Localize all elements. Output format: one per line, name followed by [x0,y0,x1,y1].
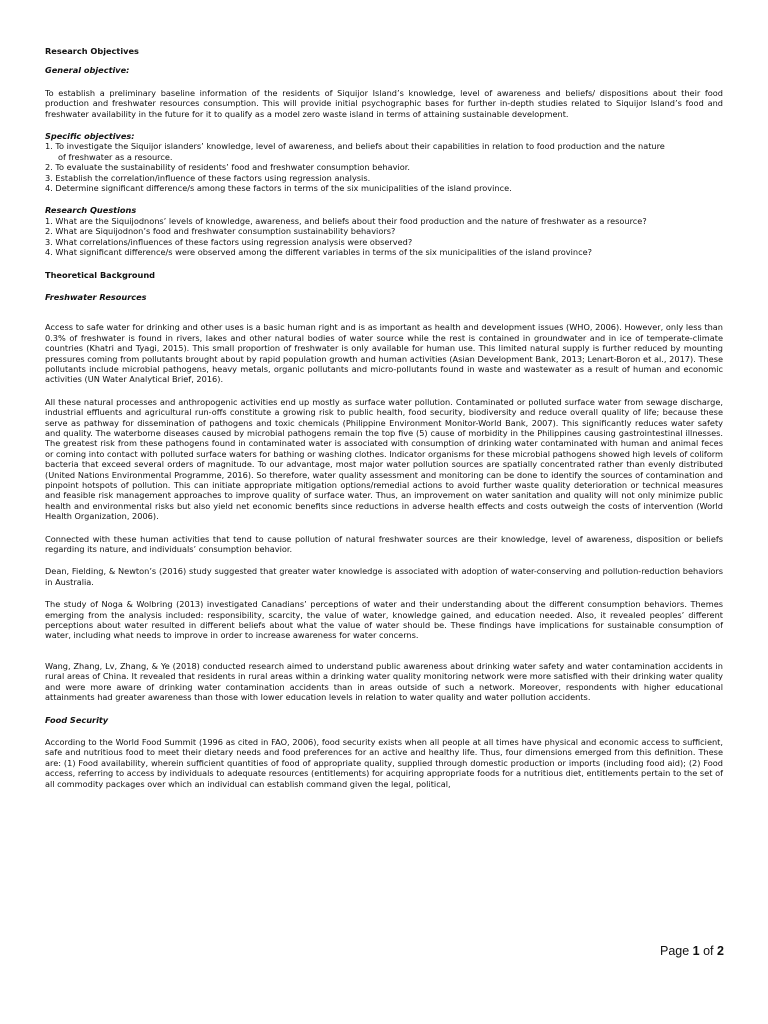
specific-objective-item: 2. To evaluate the sustainability of residents’ food and freshwater consumption behavior. [45,162,410,173]
specific-objective-item: 3. Establish the correlation/influence of these factors using regression analysis. [45,172,371,183]
research-question-item: 4. What significant difference/s were observed among the different variables in terms of the six municipalities of the island province? [45,247,592,258]
page-middle: of [699,944,717,958]
body-paragraph: All these natural processes and anthropogenic activities end up mostly as surface water pollution. Contaminated or polluted surface water from sewage discharge, industrial effluents and agricultural run-offs constitute a growing risk to public health, food security, biodiversity and reduce overall quality of life; because these serve as pathway for dissemination of pathogens and toxic chemicals (Philippine Environment Monitor-World Bank, 2007). This significantly reduces water safety and quality. The waterborne diseases caused by microbial pathogens remain the top five (5) cause of morbidity in the Philippines causing gastrointestinal illnesses. The greatest risk from these pathogens found in contaminated water is associated with consumption of drinking water contaminated with human and animal feces or coming into contact with polluted surface waters for bathing or washing clothes. Indicator organisms for these microbial pathogens showed high levels of coliform bacteria that exceed several orders of magnitude. To our advantage, most major water pollution sources are spatially concentrated rather than evenly distributed (United Nations Environmental Programme, 2016). So therefore, water quality assessment and monitoring can be done to identify the sources of contamination and pinpoint hotspots of pollution. This can initiate appropriate mitigation options/remedial actions to avoid further waste quality deterioration or technical measures and feasible risk management approaches to improve quality of surface water. Thus, an improvement on water sanitation and quality will not only minimize public health and environmental risks but also yield net economic benefits since reductions in adverse health effects and costs outweigh the costs of intervention (World Health Organization, 2006). [45,396,723,522]
body-paragraph: According to the World Food Summit (1996 as cited in FAO, 2006), food security exists when all people at all times have physical and economic access to sufficient, safe and nutritious food to meet their dietary needs and food preferences for an active and healthy life. Thus, four dimensions emerged from this definition. These are: (1) Food availability, wherein sufficient quantities of food of appropriate quality, supplied through domestic production or imports (including food aid); (2) Food access, referring to access by individuals to adequate resources (entitlements) for acquiring appropriate foods for a nutritious diet, entitlements pertain to the set of all commodity packages over which an individual can establish command given the legal, political, [45,736,723,789]
page-total: 2 [717,944,724,958]
page-number-footer [660,944,724,958]
general-objective-label: General objective: [45,65,130,76]
document-page [45,46,723,789]
page-current: 1 [692,944,700,958]
body-paragraph: The study of Noga & Wolbring (2013) investigated Canadians’ perceptions of water and their understanding about the different consumption behaviors. Themes emerging from the analysis included: responsibility, scarcity, the value of water, knowledge gained, and education needed. Also, it revealed peoples’ different perceptions about water resulted in different beliefs about what the value of water should be. These findings have implications for sustainable consumption of water, including what needs to improve in order to increase awareness for water concerns. [45,599,723,641]
specific-objective-item: 4. Determine significant difference/s among these factors in terms of the six municipalities of the island province. [45,183,512,194]
body-paragraph: Connected with these human activities that tend to cause pollution of natural freshwater sources are their knowledge, level of awareness, disposition or beliefs regarding its nature, and individuals’ consumption behavior. [45,533,723,555]
specific-objective-item: of freshwater as a resource. [58,151,173,162]
specific-objective-item: 1. To investigate the Siquijor islanders’ knowledge, level of awareness, and beliefs about their capabilities in relation to food production and the nature [45,141,665,152]
body-paragraph: Wang, Zhang, Lv, Zhang, & Ye (2018) conducted research aimed to understand public awareness about drinking water safety and water contamination accidents in rural areas of China. It revealed that residents in rural areas within a drinking water quality monitoring network were more satisfied with their drinking water quality and were more aware of drinking water contamination accidents than in areas outside of such a network. Moreover, respondents with higher educational attainments had greater awareness than those with lower education levels in relation to water quality and water pollution accidents. [45,660,723,703]
research-question-item: 2. What are Siquijodnon’s food and freshwater consumption sustainability behaviors? [45,226,396,237]
general-objective-text: To establish a preliminary baseline information of the residents of Siquijor Island’s knowledge, level of awareness and beliefs/ dispositions about their food production and freshwater resources consumption. This will provide initial psychographic bases for further in-depth studies related to Siquijor Island’s food and freshwater availability in the future for it to qualify as a model zero waste island in terms of attaining sustainable development. [45,87,723,119]
research-question-item: 1. What are the Siquijodnons’ levels of knowledge, awareness, and beliefs about their food production and the nature of freshwater as a resource? [45,215,647,226]
research-objectives-heading: Research Objectives [45,46,139,56]
page-prefix: Page [660,944,693,958]
food-security-label: Food Security [45,714,109,725]
body-paragraph: Dean, Fielding, & Newton’s (2016) study suggested that greater water knowledge is associated with adoption of water-conserving and pollution-reduction behaviors in Australia. [45,566,723,587]
body-paragraph: Access to safe water for drinking and other uses is a basic human right and is as important as health and development issues (WHO, 2006). However, only less than 0.3% of freshwater is found in rivers, lakes and other natural bodies of water source while the rest is contained in groundwater and in ice of temperate-climate countries (Khatri and Tyagi, 2015). This small proportion of freshwater is only available for human use. This limited natural supply is further reduced by mounting pressures coming from pollutants brought about by rapid population growth and human activities (Asian Development Bank, 2013; Lenart-Boron et al., 2017). These pollutants include microbial pathogens, heavy metals, organic pollutants and micro-pollutants found in waste and wastewater as a result of human and economic activities (UN Water Analytical Brief, 2016). [45,322,723,385]
research-question-item: 3. What correlations/influences of these factors using regression analysis were observed? [45,236,413,247]
theoretical-background-heading: Theoretical Background [45,269,156,280]
specific-objectives-label: Specific objectives: [45,131,135,142]
research-questions-label: Research Questions [45,205,137,216]
freshwater-resources-label: Freshwater Resources [45,291,147,302]
